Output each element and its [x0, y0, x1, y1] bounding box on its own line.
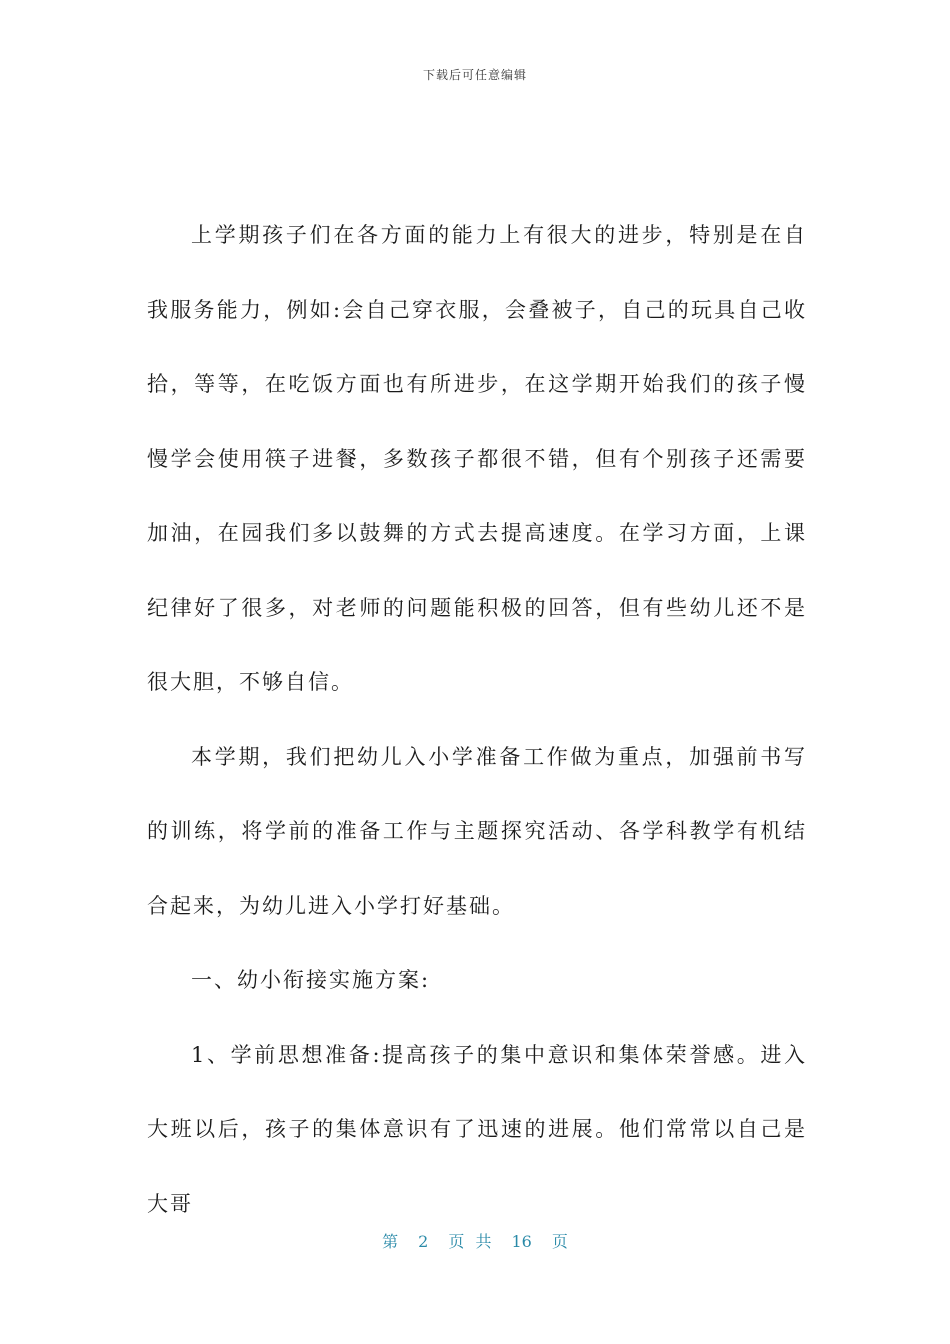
page-header-note: 下载后可任意编辑 — [422, 68, 527, 82]
page-footer — [0, 1229, 950, 1252]
page-label-prefix: 第 — [382, 1232, 399, 1251]
document-body — [147, 198, 807, 1241]
current-page-number: 2 — [418, 1232, 429, 1251]
paragraph-1: 上学期孩子们在各方面的能力上有很大的进步，特别是在自我服务能力，例如:会自己穿衣服，会叠被子，自己的玩具自己收拾，等等，在吃饭方面也有所进步，在这学期开始我们的孩子慢慢学会使用筷子进餐，多数孩子都很不错，但有个别孩子还需要加油，在园我们多以鼓舞的方式去提高速度。在学习方面，上课纪律好了很多，对老师的问题能积极的回答，但有些幼儿还不是很大胆，不够自信。 — [147, 223, 807, 694]
paragraph-2: 本学期，我们把幼儿入小学准备工作做为重点，加强前书写的训练，将学前的准备工作与主题探究活动、各学科教学有机结合起来，为幼儿进入小学打好基础。 — [147, 744, 807, 918]
section-heading: 一、幼小衔接实施方案: — [191, 968, 431, 992]
paragraph-3: 1、学前思想准备:提高孩子的集中意识和集体荣誉感。进入大班以后，孩子的集体意识有了迅速的进展。他们常常以自己是大哥 — [147, 1042, 807, 1216]
page-label-suffix: 页 — [551, 1232, 568, 1251]
total-pages-number: 16 — [511, 1232, 532, 1251]
page-label-mid: 页 共 — [448, 1232, 492, 1251]
